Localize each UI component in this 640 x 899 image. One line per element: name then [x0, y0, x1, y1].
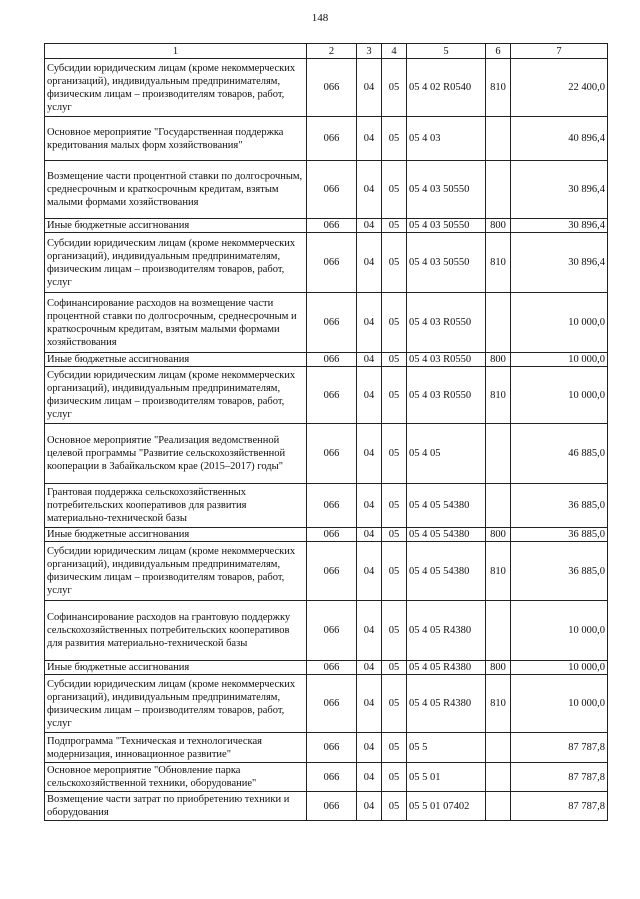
row-amount-cell: 10 000,0 — [511, 293, 608, 353]
row-name-cell: Софинансирование расходов на грантовую поддержку сельскохозяйственных потребительских кооперативов для развития материально-технической базы — [45, 601, 307, 661]
row-subsection-cell: 05 — [382, 424, 407, 484]
row-section-cell: 04 — [357, 528, 382, 542]
row-target-article-cell: 05 5 — [407, 733, 486, 763]
row-name-cell: Иные бюджетные ассигнования — [45, 528, 307, 542]
table-row — [45, 117, 608, 161]
row-section-cell: 04 — [357, 293, 382, 353]
row-expense-type-cell — [486, 484, 511, 528]
row-amount-cell: 36 885,0 — [511, 484, 608, 528]
row-amount-cell: 10 000,0 — [511, 367, 608, 424]
row-expense-type-cell — [486, 792, 511, 821]
row-section-cell: 04 — [357, 601, 382, 661]
row-target-article-cell: 05 4 05 54380 — [407, 528, 486, 542]
row-target-article-cell: 05 4 03 R0550 — [407, 367, 486, 424]
row-name-cell: Основное мероприятие "Обновление парка сельскохозяйственной техники, оборудование" — [45, 763, 307, 792]
row-admin-code-cell: 066 — [307, 528, 357, 542]
row-subsection-cell: 05 — [382, 219, 407, 233]
row-name-cell: Основное мероприятие "Реализация ведомственной целевой программы "Развитие сельскохозяйственной кооперации в Забайкальском крае (2015–2017) годы" — [45, 424, 307, 484]
row-amount-cell: 36 885,0 — [511, 528, 608, 542]
row-subsection-cell: 05 — [382, 59, 407, 117]
row-expense-type-cell: 800 — [486, 219, 511, 233]
row-name-cell: Иные бюджетные ассигнования — [45, 661, 307, 675]
row-admin-code-cell: 066 — [307, 484, 357, 528]
row-admin-code-cell: 066 — [307, 233, 357, 293]
table-row — [45, 792, 608, 821]
row-name-cell: Возмещение части затрат по приобретению техники и оборудования — [45, 792, 307, 821]
row-section-cell: 04 — [357, 763, 382, 792]
row-admin-code-cell: 066 — [307, 424, 357, 484]
row-expense-type-cell — [486, 161, 511, 219]
row-amount-cell: 10 000,0 — [511, 353, 608, 367]
row-section-cell: 04 — [357, 367, 382, 424]
row-amount-cell: 10 000,0 — [511, 661, 608, 675]
row-admin-code-cell: 066 — [307, 661, 357, 675]
row-section-cell: 04 — [357, 733, 382, 763]
table-row — [45, 484, 608, 528]
row-subsection-cell: 05 — [382, 117, 407, 161]
row-amount-cell: 36 885,0 — [511, 542, 608, 601]
row-section-cell: 04 — [357, 424, 382, 484]
row-name-cell: Иные бюджетные ассигнования — [45, 219, 307, 233]
row-section-cell: 04 — [357, 792, 382, 821]
row-expense-type-cell — [486, 733, 511, 763]
row-target-article-cell: 05 4 03 50550 — [407, 219, 486, 233]
row-target-article-cell: 05 5 01 — [407, 763, 486, 792]
row-amount-cell: 87 787,8 — [511, 733, 608, 763]
row-expense-type-cell: 810 — [486, 233, 511, 293]
row-expense-type-cell: 800 — [486, 353, 511, 367]
row-amount-cell: 40 896,4 — [511, 117, 608, 161]
row-expense-type-cell: 800 — [486, 661, 511, 675]
row-section-cell: 04 — [357, 661, 382, 675]
column-header-7: 7 — [511, 44, 608, 59]
table-row — [45, 424, 608, 484]
row-target-article-cell: 05 4 02 R0540 — [407, 59, 486, 117]
row-target-article-cell: 05 4 05 — [407, 424, 486, 484]
row-admin-code-cell: 066 — [307, 792, 357, 821]
row-amount-cell: 46 885,0 — [511, 424, 608, 484]
table-row — [45, 763, 608, 792]
row-amount-cell: 22 400,0 — [511, 59, 608, 117]
row-target-article-cell: 05 4 05 R4380 — [407, 661, 486, 675]
row-name-cell: Субсидии юридическим лицам (кроме некоммерческих организаций), индивидуальным предпринимателям, физическим лицам – производителям товаров, работ, услуг — [45, 367, 307, 424]
row-expense-type-cell — [486, 763, 511, 792]
row-target-article-cell: 05 4 05 R4380 — [407, 601, 486, 661]
table-row — [45, 367, 608, 424]
row-amount-cell: 87 787,8 — [511, 763, 608, 792]
column-header-4: 4 — [382, 44, 407, 59]
table-header-row — [45, 44, 608, 59]
row-admin-code-cell: 066 — [307, 219, 357, 233]
row-admin-code-cell: 066 — [307, 117, 357, 161]
row-amount-cell: 30 896,4 — [511, 233, 608, 293]
column-header-2: 2 — [307, 44, 357, 59]
row-target-article-cell: 05 4 05 R4380 — [407, 675, 486, 733]
table-row — [45, 161, 608, 219]
row-expense-type-cell — [486, 117, 511, 161]
column-header-5: 5 — [407, 44, 486, 59]
row-expense-type-cell: 810 — [486, 367, 511, 424]
column-header-1: 1 — [45, 44, 307, 59]
row-admin-code-cell: 066 — [307, 675, 357, 733]
row-amount-cell: 30 896,4 — [511, 161, 608, 219]
row-name-cell: Основное мероприятие "Государственная поддержка кредитования малых форм хозяйствования" — [45, 117, 307, 161]
table-row — [45, 675, 608, 733]
row-subsection-cell: 05 — [382, 733, 407, 763]
row-section-cell: 04 — [357, 675, 382, 733]
row-subsection-cell: 05 — [382, 293, 407, 353]
table-row — [45, 293, 608, 353]
row-admin-code-cell: 066 — [307, 542, 357, 601]
row-target-article-cell: 05 4 03 — [407, 117, 486, 161]
row-subsection-cell: 05 — [382, 528, 407, 542]
row-name-cell: Иные бюджетные ассигнования — [45, 353, 307, 367]
row-expense-type-cell — [486, 293, 511, 353]
row-subsection-cell: 05 — [382, 792, 407, 821]
table-row — [45, 601, 608, 661]
row-section-cell: 04 — [357, 219, 382, 233]
row-name-cell: Субсидии юридическим лицам (кроме некоммерческих организаций), индивидуальным предпринимателям, физическим лицам – производителям товаров, работ, услуг — [45, 542, 307, 601]
column-header-6: 6 — [486, 44, 511, 59]
table-row — [45, 542, 608, 601]
row-section-cell: 04 — [357, 59, 382, 117]
row-admin-code-cell: 066 — [307, 367, 357, 424]
row-amount-cell: 10 000,0 — [511, 675, 608, 733]
row-expense-type-cell: 800 — [486, 528, 511, 542]
row-name-cell: Грантовая поддержка сельскохозяйственных потребительских кооперативов для развития материально-технической базы — [45, 484, 307, 528]
row-section-cell: 04 — [357, 353, 382, 367]
row-subsection-cell: 05 — [382, 484, 407, 528]
row-target-article-cell: 05 4 05 54380 — [407, 484, 486, 528]
row-target-article-cell: 05 4 05 54380 — [407, 542, 486, 601]
row-subsection-cell: 05 — [382, 601, 407, 661]
row-admin-code-cell: 066 — [307, 59, 357, 117]
row-subsection-cell: 05 — [382, 675, 407, 733]
row-section-cell: 04 — [357, 117, 382, 161]
table-row — [45, 59, 608, 117]
row-subsection-cell: 05 — [382, 661, 407, 675]
row-admin-code-cell: 066 — [307, 353, 357, 367]
table-row — [45, 528, 608, 542]
row-section-cell: 04 — [357, 484, 382, 528]
row-target-article-cell: 05 5 01 07402 — [407, 792, 486, 821]
row-name-cell: Субсидии юридическим лицам (кроме некоммерческих организаций), индивидуальным предпринимателям, физическим лицам – производителям товаров, работ, услуг — [45, 675, 307, 733]
row-section-cell: 04 — [357, 161, 382, 219]
table-row — [45, 733, 608, 763]
row-subsection-cell: 05 — [382, 763, 407, 792]
row-subsection-cell: 05 — [382, 161, 407, 219]
column-header-3: 3 — [357, 44, 382, 59]
row-section-cell: 04 — [357, 542, 382, 601]
row-target-article-cell: 05 4 03 50550 — [407, 161, 486, 219]
table-row — [45, 233, 608, 293]
page-number: 148 — [311, 12, 329, 24]
row-expense-type-cell: 810 — [486, 675, 511, 733]
row-name-cell: Субсидии юридическим лицам (кроме некоммерческих организаций), индивидуальным предпринимателям, физическим лицам – производителям товаров, работ, услуг — [45, 233, 307, 293]
row-subsection-cell: 05 — [382, 233, 407, 293]
row-admin-code-cell: 066 — [307, 733, 357, 763]
row-name-cell: Софинансирование расходов на возмещение части процентной ставки по долгосрочным, среднесрочным и краткосрочным кредитам, взятым малыми формами хозяйствования — [45, 293, 307, 353]
table-row — [45, 661, 608, 675]
row-subsection-cell: 05 — [382, 542, 407, 601]
row-section-cell: 04 — [357, 233, 382, 293]
row-admin-code-cell: 066 — [307, 161, 357, 219]
table-row — [45, 353, 608, 367]
row-target-article-cell: 05 4 03 R0550 — [407, 353, 486, 367]
row-amount-cell: 10 000,0 — [511, 601, 608, 661]
row-admin-code-cell: 066 — [307, 763, 357, 792]
row-admin-code-cell: 066 — [307, 293, 357, 353]
row-admin-code-cell: 066 — [307, 601, 357, 661]
row-expense-type-cell: 810 — [486, 542, 511, 601]
row-expense-type-cell — [486, 424, 511, 484]
table-row — [45, 219, 608, 233]
row-target-article-cell: 05 4 03 R0550 — [407, 293, 486, 353]
row-name-cell: Подпрограмма "Техническая и технологическая модернизация, инновационное развитие" — [45, 733, 307, 763]
row-name-cell: Субсидии юридическим лицам (кроме некоммерческих организаций), индивидуальным предпринимателям, физическим лицам – производителям товаров, работ, услуг — [45, 59, 307, 117]
budget-table — [44, 43, 608, 821]
row-subsection-cell: 05 — [382, 353, 407, 367]
row-amount-cell: 87 787,8 — [511, 792, 608, 821]
row-expense-type-cell: 810 — [486, 59, 511, 117]
row-expense-type-cell — [486, 601, 511, 661]
row-name-cell: Возмещение части процентной ставки по долгосрочным, среднесрочным и краткосрочным кредитам, взятым малыми формами хозяйствования — [45, 161, 307, 219]
row-amount-cell: 30 896,4 — [511, 219, 608, 233]
row-target-article-cell: 05 4 03 50550 — [407, 233, 486, 293]
row-subsection-cell: 05 — [382, 367, 407, 424]
